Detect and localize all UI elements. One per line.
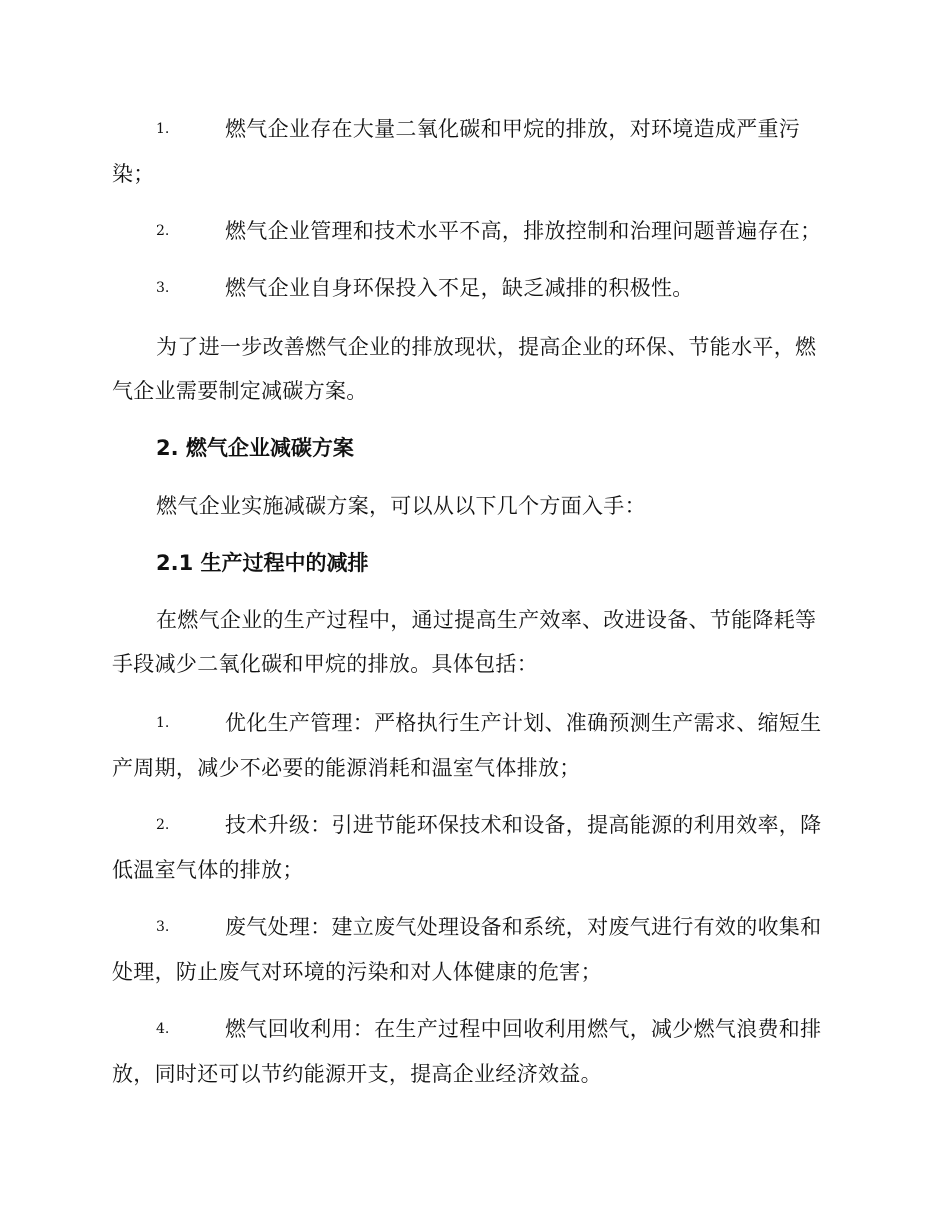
- list-number: 3.: [156, 919, 170, 935]
- list-item-text: 燃气回收利用：在生产过程中回收利用燃气，减少燃气浪费和排: [225, 1017, 822, 1041]
- list-number: 1.: [156, 715, 170, 731]
- list-number: 2.: [156, 817, 170, 833]
- list-number: 2.: [156, 223, 170, 239]
- list-item-text-cont: 染；: [112, 162, 155, 186]
- list-item-text-cont: 放，同时还可以节约能源开支，提高企业经济效益。: [112, 1062, 602, 1086]
- list-number: 1.: [156, 121, 170, 137]
- paragraph-text-cont: 气企业需要制定减碳方案。: [112, 379, 368, 403]
- subsection-heading-text: 2.1 生产过程中的减排: [156, 551, 369, 575]
- paragraph-text: 燃气企业实施减碳方案，可以从以下几个方面入手：: [156, 494, 646, 518]
- list-item-text: 燃气企业管理和技术水平不高，排放控制和治理问题普遍存在；: [225, 219, 822, 243]
- section-heading-text: 2. 燃气企业减碳方案: [156, 436, 354, 460]
- paragraph-text: 在燃气企业的生产过程中，通过提高生产效率、改进设备、节能降耗等: [156, 608, 817, 632]
- list-item-text-cont: 低温室气体的排放；: [112, 858, 304, 882]
- list-item-text: 燃气企业存在大量二氧化碳和甲烷的排放，对环境造成严重污: [225, 117, 801, 141]
- list-item-text-cont: 处理，防止废气对环境的污染和对人体健康的危害；: [112, 960, 602, 984]
- paragraph-text: 为了进一步改善燃气企业的排放现状，提高企业的环保、节能水平，燃: [156, 335, 817, 359]
- paragraph-text-cont: 手段减少二氧化碳和甲烷的排放。具体包括：: [112, 652, 538, 676]
- list-item-text: 废气处理：建立废气处理设备和系统，对废气进行有效的收集和: [225, 915, 822, 939]
- list-item-text: 技术升级：引进节能环保技术和设备，提高能源的利用效率，降: [225, 813, 822, 837]
- list-item-text-cont: 产周期，减少不必要的能源消耗和温室气体排放；: [112, 756, 581, 780]
- list-item-text: 优化生产管理：严格执行生产计划、准确预测生产需求、缩短生: [225, 711, 822, 735]
- list-number: 3.: [156, 280, 170, 296]
- list-number: 4.: [156, 1021, 170, 1037]
- list-item-text: 燃气企业自身环保投入不足，缺乏减排的积极性。: [225, 276, 694, 300]
